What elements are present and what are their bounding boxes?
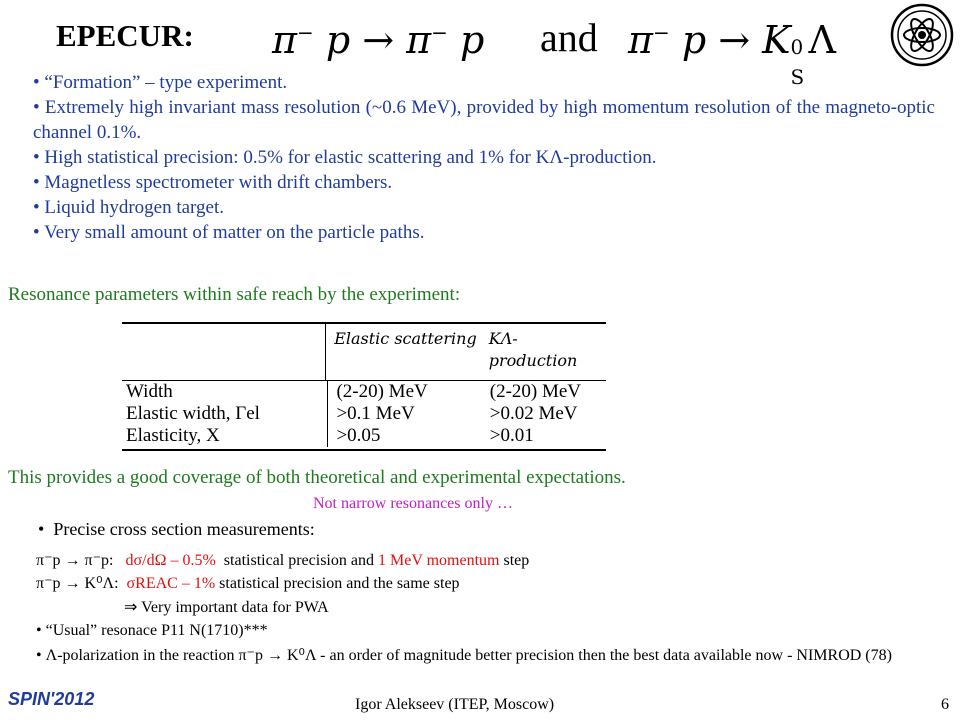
coverage-text: This provides a good coverage of both theoretical and experimental expectations. (8, 467, 626, 488)
feature-item: • Extremely high invariant mass resolution (~0.6 MeV), provided by high momentum resolution of the magneto-optic channel 0.1%. (33, 95, 935, 145)
cell-elastic: (2-20) MeV (336, 381, 428, 402)
resonance-table (122, 322, 606, 451)
feature-item: • Liquid hydrogen target. (33, 195, 935, 220)
feature-list (33, 70, 935, 245)
and-word: and (540, 15, 598, 60)
row-label: Width (126, 381, 173, 402)
reaction-elastic: π− p → π− p (272, 18, 485, 62)
line-elastic-precision: π⁻p → π⁻p: dσ/dΩ – 0.5% statistical precision and 1 MeV momentum step (36, 552, 530, 569)
footer-author: Igor Alekseev (ITEP, Moscow) (355, 696, 555, 713)
polarization-note: • Λ-polarization in the reaction π⁻p → K⁰Λ - an order of magnitude better precision then the best data available now - NIMROD (78) (36, 647, 892, 664)
usual-resonance: • “Usual” resonace P11 N(1710)*** (36, 622, 268, 639)
cell-kl: (2-20) MeV (489, 381, 582, 402)
pwa-note: ⇒ Very important data for PWA (124, 599, 329, 616)
feature-item: • High statistical precision: 0.5% for elastic scattering and 1% for KΛ-production. (33, 145, 935, 170)
cell-elastic: >0.05 (336, 425, 381, 446)
row-label: Elasticity, X (126, 425, 220, 446)
resonance-heading: Resonance parameters within safe reach by the experiment: (8, 284, 461, 305)
institute-seal-logo (890, 3, 954, 67)
col-header-elastic: Elastic scattering (334, 329, 477, 348)
cell-kl: >0.01 (489, 425, 534, 446)
cell-kl: >0.02 MeV (489, 403, 578, 424)
feature-item: • Magnetless spectrometer with drift chambers. (33, 170, 935, 195)
slide-label: EPECUR: (56, 18, 194, 53)
page-number: 6 (941, 696, 949, 713)
reaction-kaon-lambda: π− p → K 0 S Λ (628, 18, 836, 89)
line-kl-precision: π⁻p → K⁰Λ: σREAC – 1% statistical precision and the same step (36, 575, 460, 592)
cell-elastic: >0.1 MeV (336, 403, 415, 424)
row-label: Elastic width, Γel (126, 403, 260, 424)
feature-item: • Very small amount of matter on the particle paths. (33, 220, 935, 245)
feature-item: • “Formation” – type experiment. (33, 70, 935, 95)
precise-heading: • Precise cross section measurements: (38, 519, 315, 539)
conference-logo-text: SPIN'2012 (8, 689, 95, 709)
not-narrow-note: Not narrow resonances only … (313, 495, 513, 512)
col-header-kl: KΛ-production (488, 329, 578, 370)
